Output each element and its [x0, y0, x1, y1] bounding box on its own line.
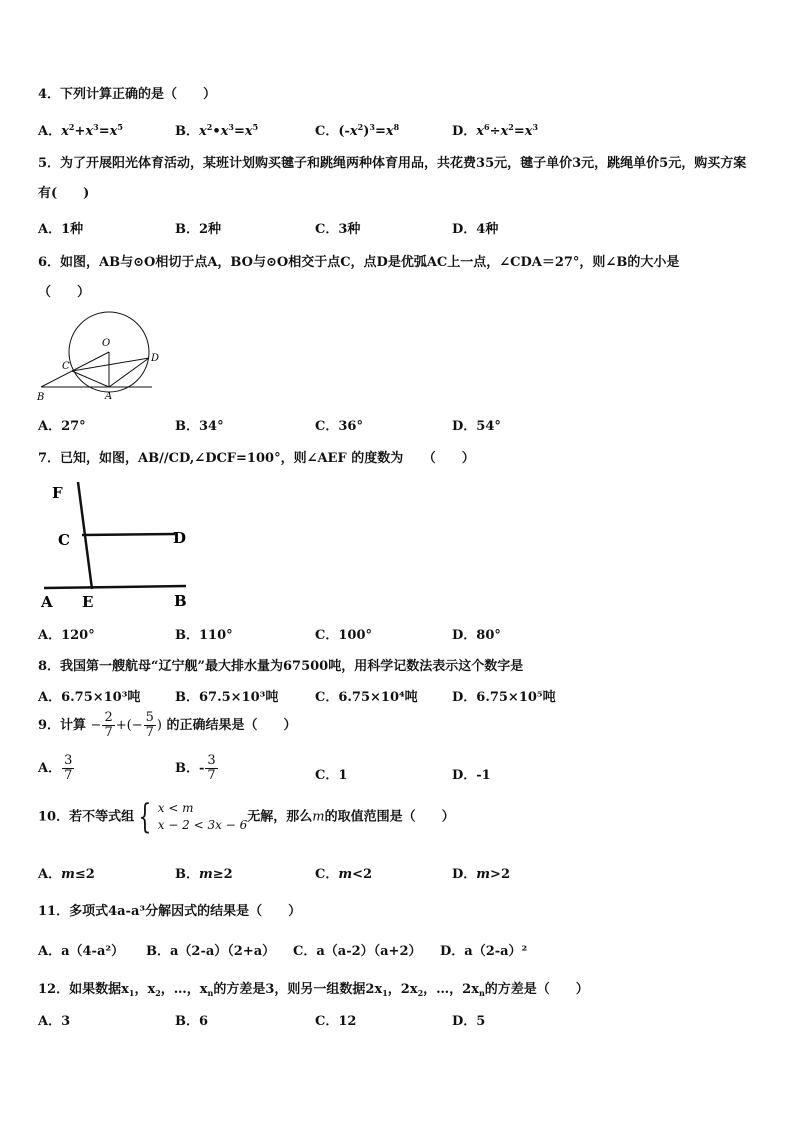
q6-label-b: B	[37, 392, 45, 403]
q11-option-b[interactable]: B．a（2-a）（2+a）	[146, 944, 276, 959]
q4-option-d[interactable]: D．$x^6\div x^2=x^3$	[452, 122, 539, 139]
q10-option-a[interactable]: A．m≤2	[38, 867, 95, 882]
q7-option-a[interactable]: A．120°	[38, 628, 95, 643]
q9-option-d[interactable]: D．-1	[452, 768, 491, 783]
q5-option-b[interactable]: B．2种	[175, 222, 222, 237]
q6-paren: （ ）	[38, 285, 91, 300]
q7-label-c: C	[58, 531, 70, 549]
q11-option-d[interactable]: D．a（2-a）²	[440, 944, 528, 959]
q6-label-c: C	[62, 361, 70, 372]
q8-option-a[interactable]: A．6.75×10³吨	[38, 690, 141, 705]
q6-label-d: D	[151, 353, 160, 364]
q7-label-b: B	[174, 592, 187, 610]
q12-option-d[interactable]: D．5	[452, 1014, 486, 1029]
q6-option-c[interactable]: C．36°	[315, 419, 363, 434]
q7-label-e: E	[82, 593, 94, 611]
q7-parallel-lines-figure	[34, 474, 194, 614]
q11-option-a[interactable]: A．a（4-a²）	[38, 944, 125, 959]
q12-option-c[interactable]: C．12	[315, 1014, 357, 1029]
q6-option-d[interactable]: D．54°	[452, 419, 501, 434]
q11-option-c[interactable]: C．a（a-2）（a+2）	[293, 944, 422, 959]
q12-stem: 12．如果数据$x_1$，$x_2$，…，$x_n$的方差是3，则另一组数据$2x_1$，$2x_2$，…，$2x_n$的方差是（ ）	[38, 982, 589, 998]
q5-option-d[interactable]: D．4种	[452, 222, 499, 237]
q7-option-d[interactable]: D．80°	[452, 628, 501, 643]
q8-option-b[interactable]: B．67.5×10³吨	[175, 690, 279, 705]
q7-stem: 7．已知，如图，AB//CD,∠DCF=100°，则∠AEF 的度数为 （ ）	[38, 451, 475, 466]
q8-option-d[interactable]: D．6.75×10⁵吨	[452, 690, 556, 705]
q9-fraction-2: $\frac{5}{7}$	[145, 710, 154, 740]
q6-label-o: O	[102, 338, 111, 349]
q8-option-c[interactable]: C．6.75×10⁴吨	[315, 690, 418, 705]
q9-option-b[interactable]: B．- $\frac{3}{7}$	[175, 753, 216, 783]
q5-stem: 5．为了开展阳光体育活动，某班计划购买毽子和跳绳两种体育用品，共花费35元，毽子单价3元，跳绳单价5元，购买方案有( )	[38, 156, 747, 201]
q7-option-b[interactable]: B．110°	[175, 628, 233, 643]
q9-option-c[interactable]: C．1	[315, 768, 348, 783]
q4-option-b[interactable]: B．$x^2•x^3=x^5$	[175, 122, 259, 139]
q6-option-b[interactable]: B．34°	[175, 419, 224, 434]
q4-option-c[interactable]: C．$(-x^2)^3=x^8$	[315, 122, 400, 139]
q7-label-f: F	[52, 484, 63, 502]
q5-option-a[interactable]: A．1种	[38, 222, 84, 237]
q7-label-a: A	[41, 593, 53, 611]
q6-label-a: A	[105, 391, 113, 402]
q6-circle-figure	[36, 306, 166, 406]
q4-stem: 4．下列计算正确的是（ ）	[38, 87, 217, 102]
q9-stem: 9．计算 − $\frac{2}{7}$ +(− $\frac{5}{7}$ ) 的正确结果是（ ）	[38, 710, 297, 740]
q10-option-b[interactable]: B．m≥2	[175, 867, 233, 882]
q10-inequality-system: { x < m x − 2 < 3x − 6	[138, 797, 248, 837]
q12-option-b[interactable]: B．6	[175, 1014, 209, 1029]
q10-stem: 10．若不等式组 { x < m x − 2 < 3x − 6 无解，那么m的取值范围是（ ）	[38, 797, 455, 837]
q5-option-c[interactable]: C．3种	[315, 222, 361, 237]
q6-option-a[interactable]: A．27°	[38, 419, 86, 434]
q10-option-d[interactable]: D．m>2	[452, 867, 510, 882]
q6-stem: 6．如图，AB与⊙O相切于点A，BO与⊙O相交于点C，点D是优弧AC上一点，∠CDA＝27°，则∠B的大小是	[38, 255, 680, 270]
q12-option-a[interactable]: A．3	[38, 1014, 71, 1029]
q4-option-a[interactable]: A．$x^2+x^3=x^5$	[38, 122, 123, 139]
q7-option-c[interactable]: C．100°	[315, 628, 372, 643]
q8-stem: 8．我国第一艘航母“辽宁舰”最大排水量为67500吨，用科学记数法表示这个数字是	[38, 659, 524, 674]
q9-option-a[interactable]: A． $\frac{3}{7}$	[38, 753, 73, 783]
q10-option-c[interactable]: C．m<2	[315, 867, 373, 882]
q9-fraction-1: $\frac{2}{7}$	[104, 710, 113, 740]
q11-stem: 11．多项式4a-a³分解因式的结果是（ ）	[38, 904, 302, 919]
q7-label-d: D	[173, 529, 187, 547]
